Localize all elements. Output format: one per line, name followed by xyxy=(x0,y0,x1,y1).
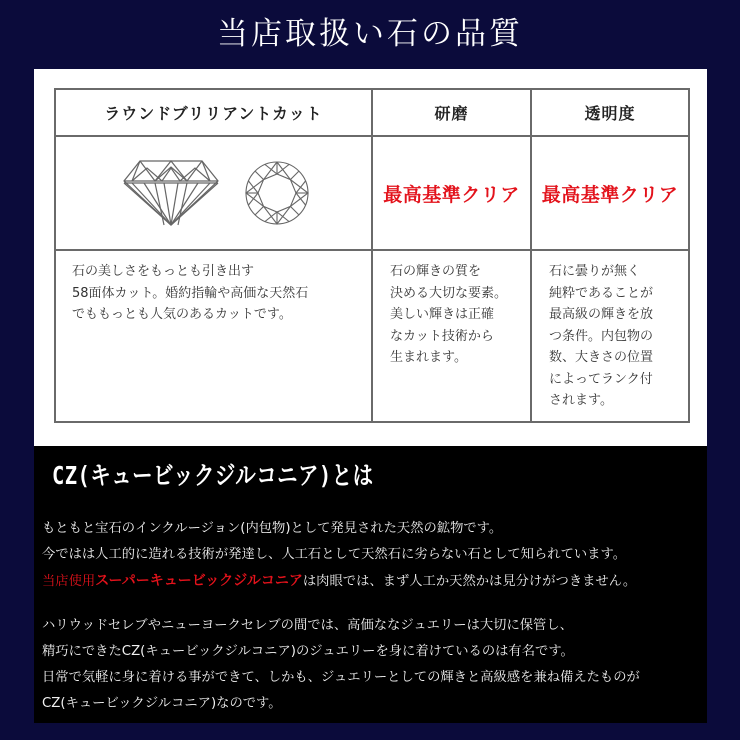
table-row-description xyxy=(55,250,689,422)
cz-info-panel xyxy=(34,446,707,723)
description-line: されます。 xyxy=(549,393,613,408)
description-line: つ条件。内包物の xyxy=(549,328,654,344)
description-line: 石に曇りが無く xyxy=(549,264,641,279)
store-use-label: 当店使用 xyxy=(42,574,96,589)
polish-description xyxy=(372,250,531,422)
cz-paragraph-1-line-2: 今ではは人工的に造れる技術が発達し、人工石として天然石に劣らない石として知られています。 xyxy=(42,547,626,562)
clarity-description xyxy=(531,250,689,422)
description-line: 純粋であることが xyxy=(549,285,654,301)
description-line: 生まれます。 xyxy=(390,350,467,365)
page-title: 当店取扱い石の品質 xyxy=(217,16,523,52)
table-row-rating xyxy=(55,136,689,250)
description-line: によってランク付 xyxy=(549,371,653,387)
quality-table xyxy=(54,88,690,423)
description-line: 美しい輝きは正確 xyxy=(390,307,495,322)
cz-paragraph-2-line-3: 日常で気軽に身に着ける事ができて、しかも、ジュエリーとしての輝きと高級感を兼ね備えたものが xyxy=(42,670,640,685)
column-header-cut: ラウンドブリリアントカット xyxy=(55,89,372,136)
description-line: 58面体カット。婚約指輪や高価な天然石 xyxy=(72,285,309,301)
description-line: 決める大切な要素。 xyxy=(390,285,508,301)
table-header-row xyxy=(55,89,689,136)
description-line: 石の輝きの質を xyxy=(390,264,482,279)
super-cz-highlight: スーパーキュービックジルコニア xyxy=(95,573,303,589)
cz-heading: CZ(キュービックジルコニア)とは xyxy=(52,461,374,490)
cut-description xyxy=(55,250,372,422)
column-header-clarity: 透明度 xyxy=(531,89,689,136)
cell-cut-illustration xyxy=(55,136,372,250)
paragraph-spacer xyxy=(42,595,640,613)
quality-panel xyxy=(34,69,707,446)
description-line: 最高級の輝きを放 xyxy=(549,307,654,322)
diamond-side-view-icon xyxy=(122,159,220,227)
description-line: 石の美しさをもっとも引き出す xyxy=(72,264,255,279)
cz-body-text xyxy=(42,516,640,717)
line3-suffix: は肉眼では、まず人工か天然かは見分けがつきません。 xyxy=(302,574,637,589)
description-line: でももっとも人気のあるカットです。 xyxy=(72,307,292,322)
cz-paragraph-1-line-1: もともと宝石のインクルージョン(内包物)として発見された天然の鉱物です。 xyxy=(42,521,503,536)
cz-paragraph-2-line-4: CZ(キュービックジルコニア)なのです。 xyxy=(42,696,282,711)
column-header-polish: 研磨 xyxy=(372,89,531,136)
cz-paragraph-1-line-3 xyxy=(42,568,640,595)
polish-rating: 最高基準クリア xyxy=(372,136,531,250)
clarity-rating: 最高基準クリア xyxy=(531,136,689,250)
description-line: なカット技術から xyxy=(390,328,494,344)
description-line: 数、大きさの位置 xyxy=(549,350,654,365)
cz-paragraph-2-line-1: ハリウッドセレブやニューヨークセレブの間では、高価ななジュエリーは大切に保管し、 xyxy=(42,618,573,633)
diamond-top-view-icon xyxy=(244,160,310,226)
cz-paragraph-2-line-2: 精巧にできたCZ(キュービックジルコニア)のジュエリーを身に着けているのは有名です。 xyxy=(42,644,574,659)
